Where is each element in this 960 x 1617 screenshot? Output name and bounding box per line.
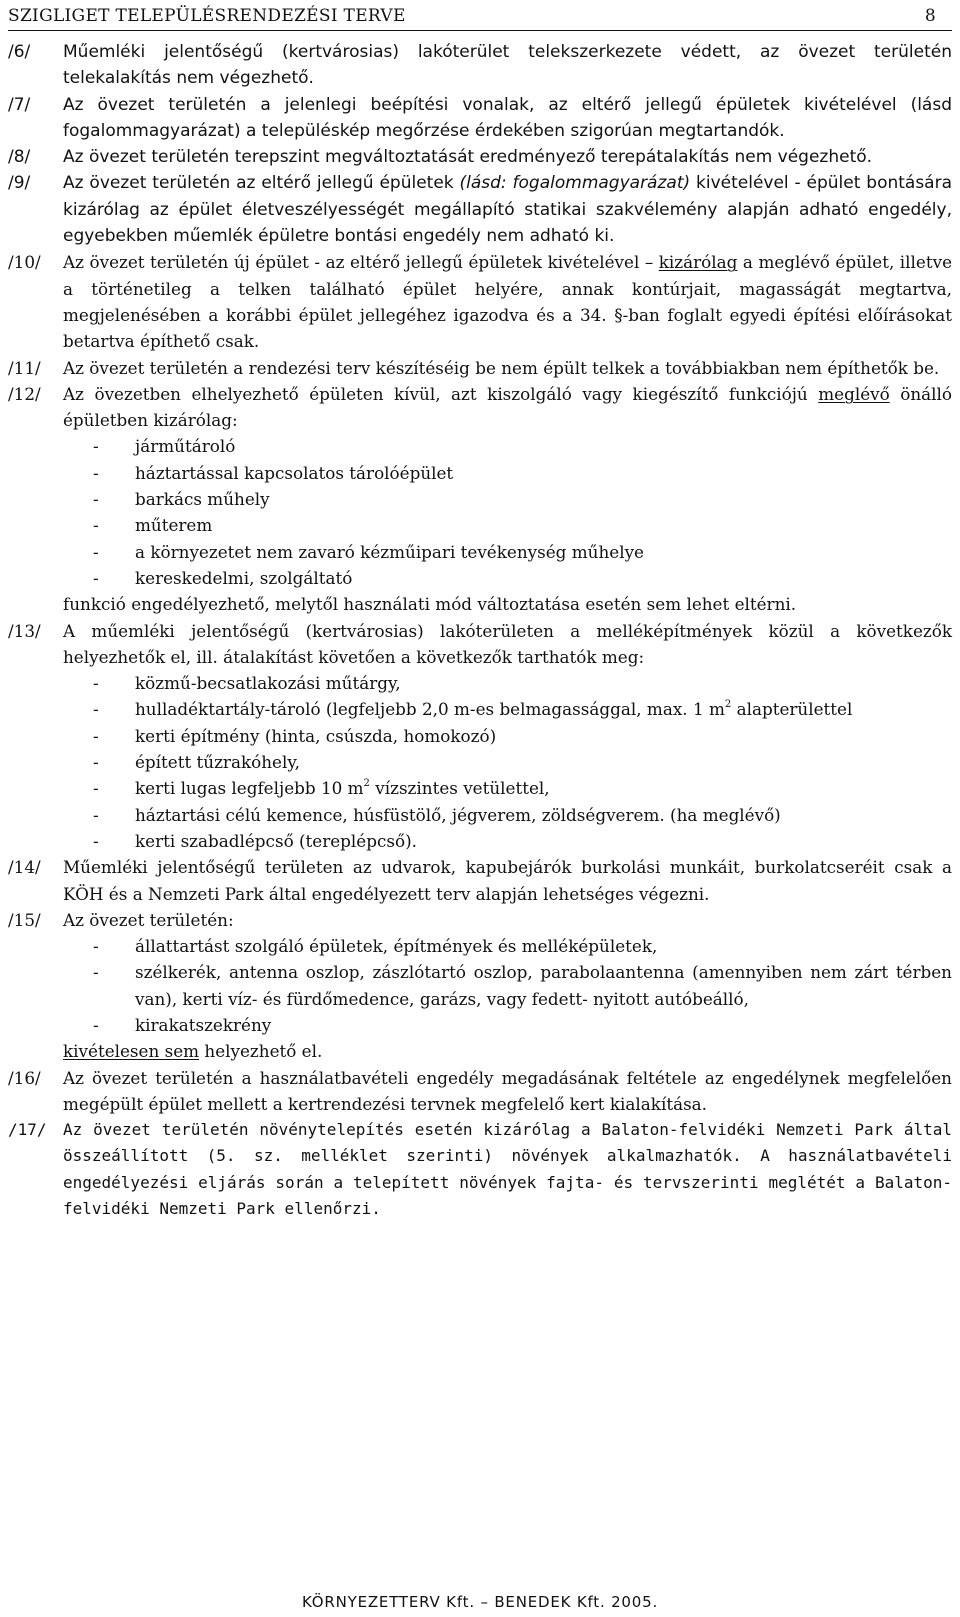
paragraph-12 <box>8 381 952 618</box>
list-item <box>63 696 952 722</box>
paragraph-text-continued: a meglévő épület, illetve a történetileg a telken található épület helyére, annak kontúrjait, magasságát megtartva, megjelenésében a korábbi épület jellegéhez igazodva és a 34. §-ban foglalt egyedi építési előírásokat betartva építhető csak. <box>63 252 952 352</box>
paragraph-number: /6/ <box>8 42 31 62</box>
paragraph-text: Az övezet területén a jelenlegi beépítési vonalak, az eltérő jellegű épületek kivételével (lásd fogalommagyarázat) a településkép megőrzése érdekében szigorúan megtartandók. <box>63 94 952 141</box>
superscript: 2 <box>724 699 732 711</box>
page-header <box>8 4 952 31</box>
list-item: - épített tűzrakóhely, <box>63 749 952 775</box>
paragraph-15 <box>8 907 952 1065</box>
page-footer: KÖRNYEZETTERV Kft. – BENEDEK Kft. 2005. <box>301 1593 659 1611</box>
structure-list <box>63 670 952 854</box>
paragraph-number: /17/ <box>8 1120 47 1140</box>
paragraph-7 <box>8 92 952 145</box>
page-number: 8 <box>924 6 936 26</box>
list-item: - kirakatszekrény <box>63 1012 952 1038</box>
paragraph-text: Az övezet területén a rendezési terv készítéséig be nem épült telkek a továbbiakban nem építhetők be. <box>63 357 940 378</box>
list-item: - műterem <box>63 512 952 538</box>
paragraph-number: /13/ <box>8 620 41 641</box>
italic-reference: (lásd: fogalommagyarázat) <box>459 173 691 194</box>
prohibited-list <box>63 933 952 1038</box>
paragraph-text: Az övezet területén új épület - az eltérő jellegű épületek kivételével – <box>63 252 659 273</box>
paragraph-text: Az övezet területén a használatbavételi engedély megadásának feltétele az engedélynek megfelelően megépült épület mellett a kertrendezési tervnek megfelelő kert kialakítása. <box>63 1067 952 1114</box>
paragraph-6 <box>8 39 952 92</box>
underlined-phrase: kivételesen sem <box>63 1041 200 1062</box>
paragraph-text-continued: önálló épületben kizárólag: <box>63 383 952 431</box>
list-item: - kerti szabadlépcső (tereplépcső). <box>63 828 952 854</box>
list-item: - háztartási célú kemence, húsfüstölő, jégverem, zöldségverem. (ha meglévő) <box>63 802 952 828</box>
paragraph-11 <box>8 355 952 381</box>
function-list <box>63 433 952 591</box>
list-item: - szélkerék, antenna oszlop, zászlótartó oszlop, parabolaantenna (amennyiben nem zárt térben van), kerti víz- és fürdőmedence, garázs, vagy fedett- nyitott autóbeálló, <box>63 959 952 1012</box>
paragraph-8 <box>8 144 952 170</box>
paragraph-number: /8/ <box>8 147 31 168</box>
paragraph-number: /9/ <box>8 173 31 194</box>
list-item: - barkács műhely <box>63 486 952 512</box>
list-item: - járműtároló <box>63 433 952 459</box>
underlined-word: meglévő <box>818 383 890 404</box>
list-item: - a környezetet nem zavaró kézműipari tevékenység műhelye <box>63 539 952 565</box>
list-item: - állattartást szolgáló épületek, építmények és melléképületek, <box>63 933 952 959</box>
list-item-text: kerti lugas legfeljebb 10 m <box>135 778 364 799</box>
list-item: - kerti építmény (hinta, csúszda, homokozó) <box>63 723 952 749</box>
paragraph-tail: funkció engedélyezhető, melytől használati mód változtatása esetén sem lehet eltérni. <box>63 594 797 615</box>
paragraph-13 <box>8 618 952 855</box>
underlined-word: kizárólag <box>658 252 738 273</box>
document-body <box>8 39 952 1222</box>
list-item: - kereskedelmi, szolgáltató <box>63 565 952 591</box>
list-item <box>63 775 952 801</box>
paragraph-14 <box>8 854 952 907</box>
paragraph-10 <box>8 249 952 354</box>
document-title: SZIGLIGET TELEPÜLÉSRENDEZÉSI TERVE <box>8 6 406 26</box>
paragraph-number: /16/ <box>8 1067 41 1088</box>
paragraph-number: /10/ <box>8 252 41 273</box>
list-item-text: hulladéktartály-tároló (legfeljebb 2,0 m-es belmagassággal, max. 1 m <box>135 699 725 720</box>
paragraph-text: Az övezetben elhelyezhető épületen kívül, azt kiszolgáló vagy kiegészítő funkciójú <box>63 383 819 404</box>
paragraph-text: Az övezet területén: <box>63 909 234 930</box>
paragraph-text-continued: kivételével - épület bontására kizárólag az épület életveszélyességét megállapító statikai szakvélemény alapján adható engedély, egyebekben műemlék épületre bontási engedély nem adható ki. <box>63 173 953 247</box>
paragraph-tail <box>63 1038 952 1064</box>
superscript: 2 <box>363 778 370 790</box>
paragraph-text: Műemléki jelentőségű területen az udvarok, kapubejárók burkolási munkáit, burkolatcseréit csak a KÖH és a Nemzeti Park által engedélyezett terv alapján lehetséges végezni. <box>63 857 952 904</box>
paragraph-number: /15/ <box>8 909 41 930</box>
list-item-text-continued: vízszintes vetülettel, <box>369 778 550 799</box>
paragraph-number: /11/ <box>8 357 41 378</box>
paragraph-text: Az övezet területén az eltérő jellegű épületek <box>63 173 460 194</box>
paragraph-text: A műemléki jelentőségű (kertvárosias) lakóterületen a melléképítmények közül a következők helyezhetők el, ill. átalakítást követően a következők tarthatók meg: <box>63 620 952 667</box>
paragraph-text: Műemléki jelentőségű (kertvárosias) lakóterület telekszerkezete védett, az övezet területén telekalakítás nem végezhető. <box>63 42 952 89</box>
paragraph-17 <box>8 1117 952 1222</box>
paragraph-text: Az övezet területén növénytelepítés esetén kizárólag a Balaton-felvidéki Nemzeti Park által összeállított (5. sz. melléklet szerinti) növények alkalmazhatók. A használatbavételi engedélyezési eljárás során a telepített növények fajta- és tervszerinti meglétét a Balaton-felvidéki Nemzeti Park ellenőrzi. <box>63 1120 952 1219</box>
list-item-text-continued: alapterülettel <box>731 699 853 720</box>
paragraph-number: /14/ <box>8 857 41 878</box>
paragraph-number: /7/ <box>8 94 31 115</box>
paragraph-number: /12/ <box>8 383 41 404</box>
paragraph-9 <box>8 170 952 249</box>
paragraph-16 <box>8 1065 952 1118</box>
list-item: - közmű-becsatlakozási műtárgy, <box>63 670 952 696</box>
paragraph-tail-text: helyezhető el. <box>199 1041 323 1062</box>
paragraph-text: Az övezet területén terepszint megváltoztatását eredményező terepátalakítás nem végezhető. <box>63 147 873 168</box>
list-item: - háztartással kapcsolatos tárolóépület <box>63 460 952 486</box>
